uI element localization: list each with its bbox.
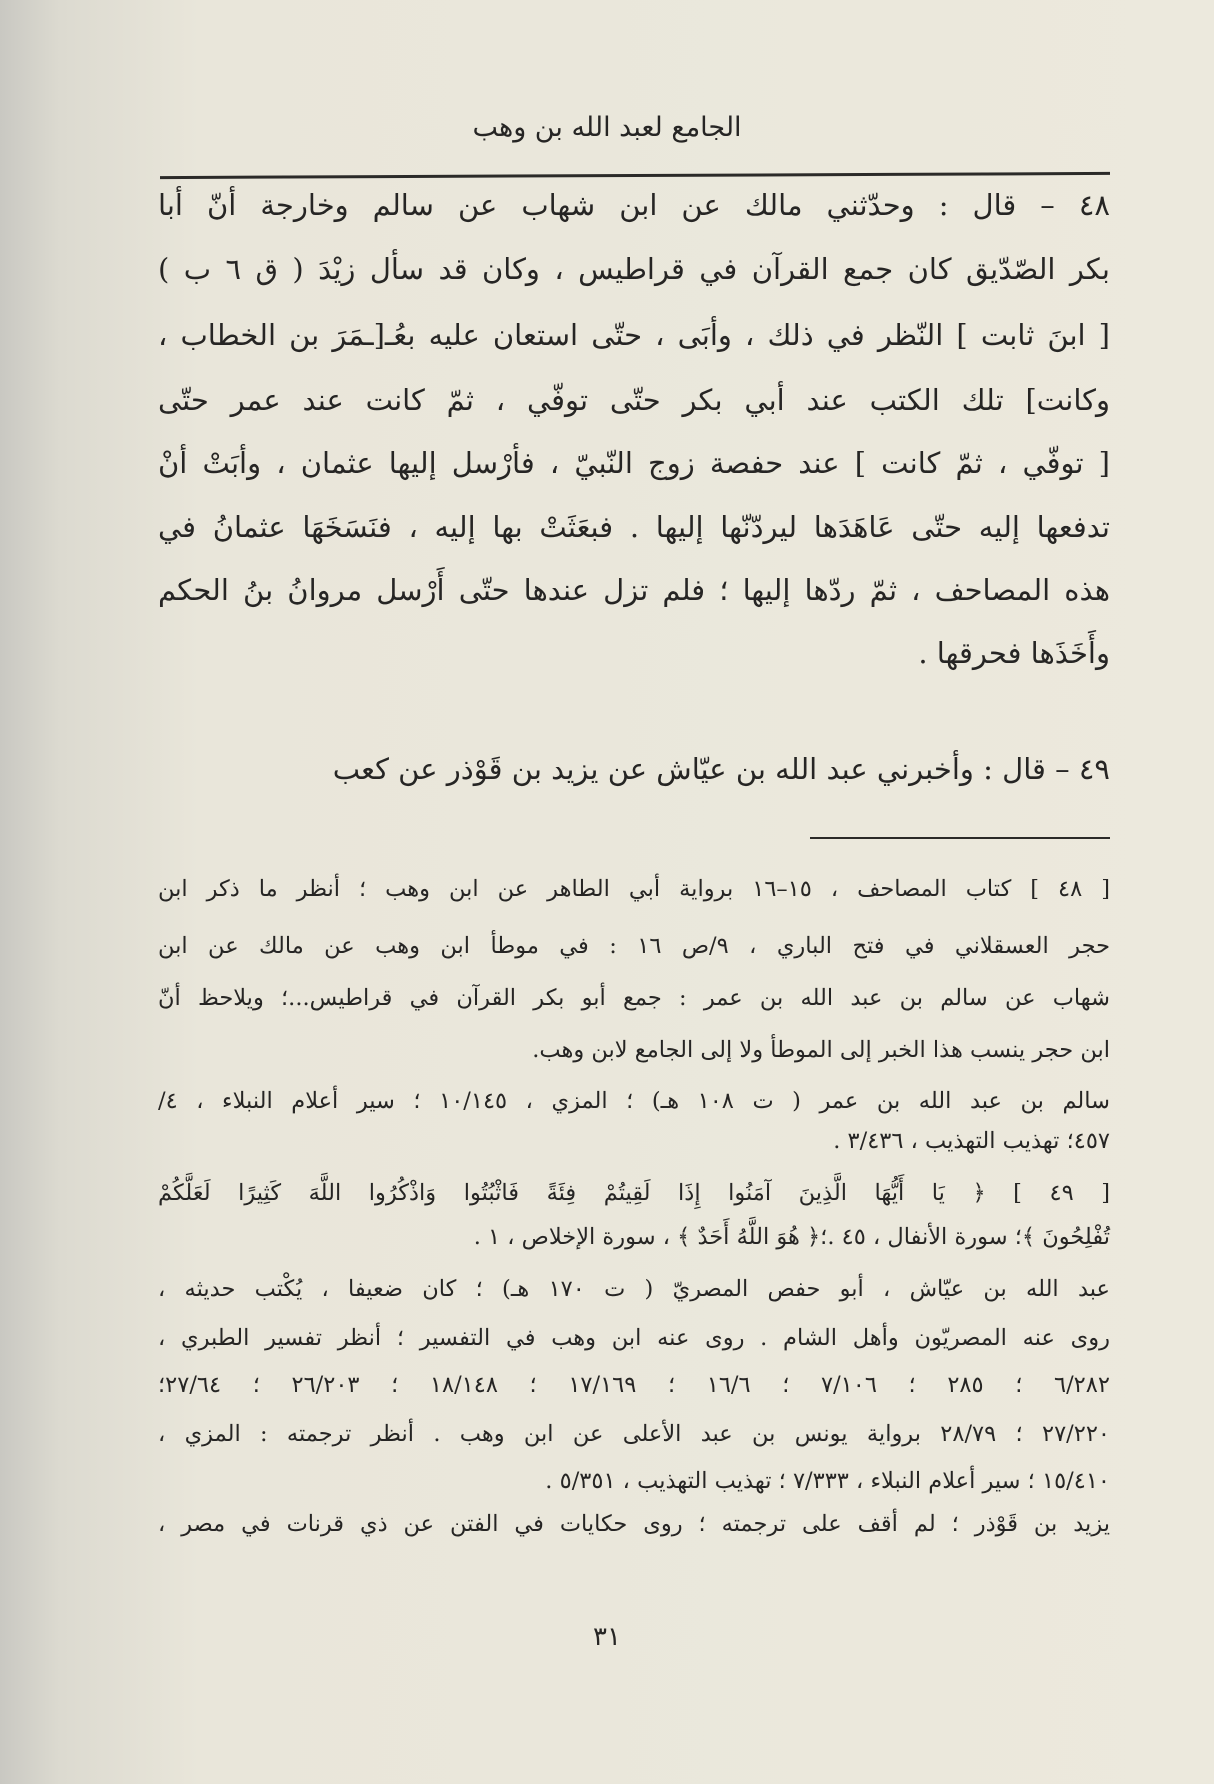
main-line: [ توفّي ، ثمّ كانت ] عند حفصة زوج النّبيّ ، فأرْسل إليها عثمان ، وأبَتْ أنْ [158,446,1110,480]
footnote-line: [ ٤٩ ] ﴿ يَا أَيُّهَا الَّذِينَ آمَنُوا إِذَا لَقِيتُمْ فِئَةً فَاثْبُتُوا وَاذْكُرُوا اللَّهَ كَثِيرًا لَعَلَّكُمْ [158,1180,1110,1206]
header-rule [160,172,1110,179]
main-line: تدفعها إليه حتّى عَاهَدَها ليردّنّها إليها . فبعَثَتْ بها إليه ، فنَسَخَهَا عثمانُ في [158,510,1110,544]
footnote-line: ٤٥٧؛ تهذيب التهذيب ، ٣/٤٣٦ . [833,1128,1110,1154]
main-line: بكر الصّدّيق كان جمع القرآن في قراطيس ، وكان قد سأل زيْدَ ( ق ٦ ب ) [158,252,1110,286]
main-line: [ ابنَ ثابت ] النّظر في ذلك ، وأبَى ، حتّى استعان عليه بعُـ[ـمَرَ بن الخطاب ، [158,318,1110,352]
footnote-line: عبد الله بن عيّاش ، أبو حفص المصريّ ( ت ١٧٠ هـ) ؛ كان ضعيفا ، يُكْتب حديثه ، [158,1276,1110,1302]
running-header-title: الجامع لعبد الله بن وهب [472,112,742,143]
footnote-line: روى عنه المصريّون وأهل الشام . روى عنه ابن وهب في التفسير ؛ أنظر تفسير الطبري ، [158,1325,1110,1351]
page-number: ٣١ [593,1622,621,1652]
footnote-line: ابن حجر ينسب هذا الخبر إلى الموطأ ولا إلى الجامع لابن وهب. [532,1037,1110,1063]
main-line: وكانت] تلك الكتب عند أبي بكر حتّى توفّي ، ثمّ كانت عند عمر حتّى [158,383,1110,417]
footnote-rule [810,837,1110,839]
footnote-line: ٦/٢٨٢ ؛ ٢٨٥ ؛ ٧/١٠٦ ؛ ١٦/٦ ؛ ١٧/١٦٩ ؛ ١٨/١٤٨ ؛ ٢٦/٢٠٣ ؛ ٢٧/٦٤؛ [158,1372,1110,1398]
footnote-line: سالم بن عبد الله بن عمر ( ت ١٠٨ هـ) ؛ المزي ، ١٠/١٤٥ ؛ سير أعلام النبلاء ، ٤/ [158,1088,1110,1114]
footnote-line: ٢٧/٢٢٠ ؛ ٢٨/٧٩ برواية يونس بن عبد الأعلى عن ابن وهب . أنظر ترجمته : المزي ، [158,1421,1110,1447]
footnote-line: حجر العسقلاني في فتح الباري ، ٩/ص ١٦ : في موطأ ابن وهب عن مالك عن ابن [158,933,1111,959]
main-line: وأَخَذَها فحرقها . [918,636,1110,670]
hadith-49-line: ٤٩ – قال : وأخبرني عبد الله بن عيّاش عن يزيد بن قَوْذر عن كعب [332,752,1110,786]
footnote-line: شهاب عن سالم بن عبد الله بن عمر : جمع أبو بكر القرآن في قراطيس...؛ ويلاحظ أنّ [158,985,1110,1011]
footnote-line: [ ٤٨ ] كتاب المصاحف ، ١٥–١٦ برواية أبي الطاهر عن ابن وهب ؛ أنظر ما ذكر ابن [158,876,1110,902]
footnote-line: تُفْلِحُونَ ﴾؛ سورة الأنفال ، ٤٥ .؛﴿ هُوَ اللَّهُ أَحَدٌ ﴾ ، سورة الإخلاص ، ١ . [473,1224,1110,1250]
footnote-line: ١٥/٤١٠ ؛ سير أعلام النبلاء ، ٧/٣٣٣ ؛ تهذيب التهذيب ، ٥/٣٥١ . [545,1468,1110,1494]
main-line: ٤٨ – قال : وحدّثني مالك عن ابن شهاب عن سالم وخارجة أنّ أبا [158,188,1110,222]
footnote-line: يزيد بن قَوْذر ؛ لم أقف على ترجمته ؛ روى حكايات في الفتن عن ذي قرنات في مصر ، [158,1511,1110,1537]
main-line: هذه المصاحف ، ثمّ ردّها إليها ؛ فلم تزل عندها حتّى أَرْسل مروانُ بنُ الحكم [158,573,1110,607]
